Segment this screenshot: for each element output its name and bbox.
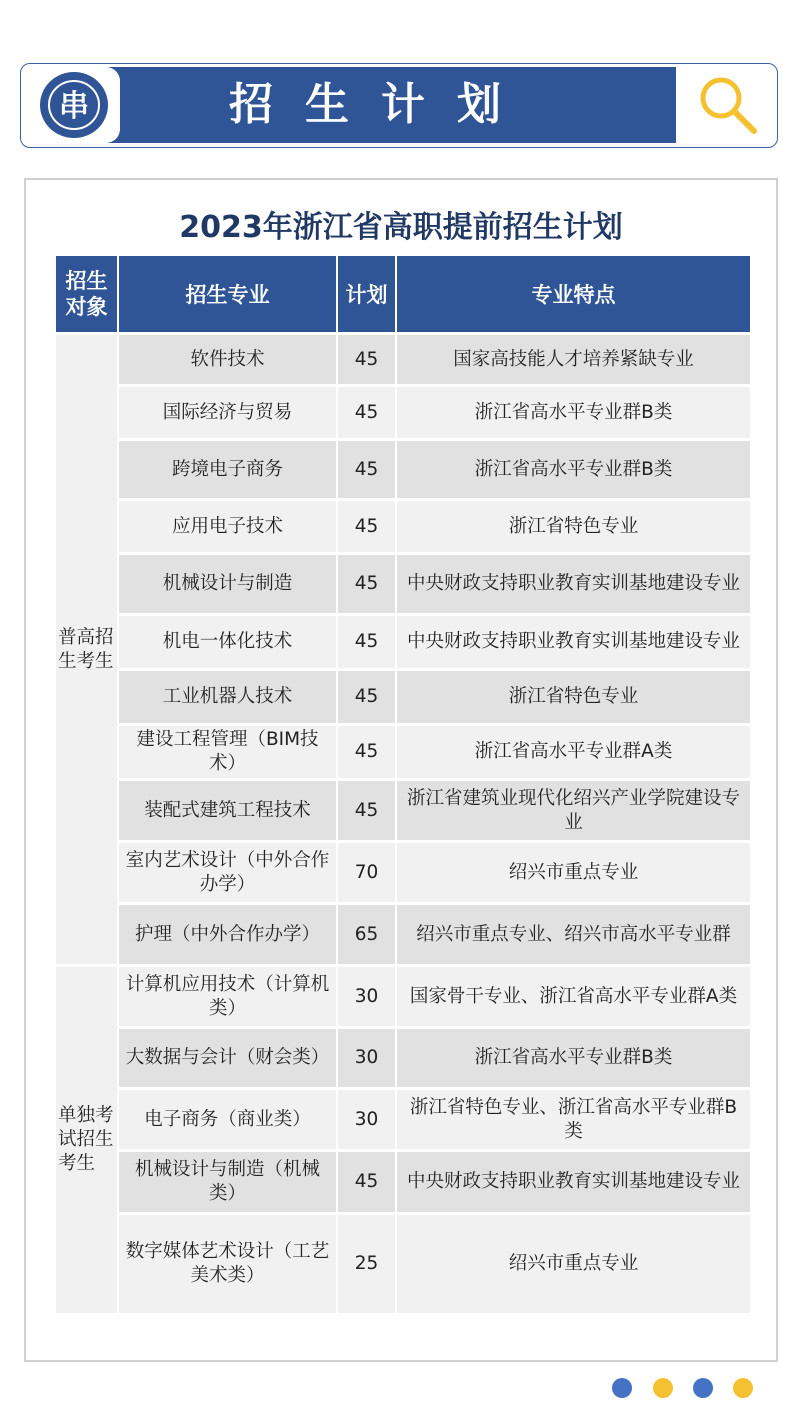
table-row — [56, 842, 750, 904]
plan-cell: 45 — [337, 780, 396, 842]
major-cell: 工业机器人技术 — [118, 670, 337, 725]
plan-cell: 30 — [337, 966, 396, 1028]
dot-blue-1 — [612, 1378, 632, 1398]
header-target-label: 招生对象 — [65, 269, 108, 319]
feature-cell: 国家高技能人才培养紧缺专业 — [396, 334, 750, 386]
feature-cell: 浙江省高水平专业群B类 — [396, 1028, 750, 1089]
table-row — [56, 780, 750, 842]
major-cell: 机械设计与制造（机械类） — [118, 1151, 337, 1214]
major-cell: 大数据与会计（财会类） — [118, 1028, 337, 1089]
table-row — [56, 1151, 750, 1214]
feature-cell: 绍兴市重点专业、绍兴市高水平专业群 — [396, 904, 750, 966]
dot-yellow-1 — [653, 1378, 673, 1398]
plan-cell: 45 — [337, 386, 396, 440]
major-cell: 室内艺术设计（中外合作办学） — [118, 842, 337, 904]
feature-cell: 绍兴市重点专业 — [396, 842, 750, 904]
enrollment-plan-table — [56, 256, 750, 1313]
plan-cell: 45 — [337, 615, 396, 670]
plan-cell: 65 — [337, 904, 396, 966]
major-cell: 应用电子技术 — [118, 500, 337, 554]
group-cell — [56, 334, 118, 966]
dot-yellow-2 — [733, 1378, 753, 1398]
feature-cell: 中央财政支持职业教育实训基地建设专业 — [396, 615, 750, 670]
table-row — [56, 440, 750, 500]
dot-blue-2 — [693, 1378, 713, 1398]
feature-cell: 浙江省高水平专业群B类 — [396, 440, 750, 500]
plan-cell: 45 — [337, 670, 396, 725]
table-row — [56, 500, 750, 554]
plan-cell: 30 — [337, 1028, 396, 1089]
feature-cell: 中央财政支持职业教育实训基地建设专业 — [396, 1151, 750, 1214]
header-banner — [20, 63, 778, 148]
table-row — [56, 904, 750, 966]
header-major: 招生专业 — [118, 256, 337, 334]
feature-cell: 浙江省特色专业 — [396, 670, 750, 725]
table-row — [56, 670, 750, 725]
header-plan: 计划 — [337, 256, 396, 334]
plan-cell: 25 — [337, 1214, 396, 1313]
group-label: 单独考试招生考生 — [58, 1104, 114, 1174]
plan-cell: 45 — [337, 334, 396, 386]
group-label: 普高招生考生 — [58, 626, 114, 672]
plan-cell: 45 — [337, 500, 396, 554]
header-target — [56, 256, 118, 334]
major-cell: 国际经济与贸易 — [118, 386, 337, 440]
table-row — [56, 725, 750, 780]
major-cell: 计算机应用技术（计算机类） — [118, 966, 337, 1028]
feature-cell: 中央财政支持职业教育实训基地建设专业 — [396, 554, 750, 615]
plan-cell: 30 — [337, 1089, 396, 1151]
major-cell: 软件技术 — [118, 334, 337, 386]
major-cell: 电子商务（商业类） — [118, 1089, 337, 1151]
major-cell: 机械设计与制造 — [118, 554, 337, 615]
table-row — [56, 1028, 750, 1089]
table-row — [56, 1214, 750, 1313]
table-row — [56, 1089, 750, 1151]
major-cell: 数字媒体艺术设计（工艺美术类） — [118, 1214, 337, 1313]
table-header-row — [56, 256, 750, 334]
major-cell: 护理（中外合作办学） — [118, 904, 337, 966]
plan-cell: 45 — [337, 1151, 396, 1214]
feature-cell: 浙江省建筑业现代化绍兴产业学院建设专业 — [396, 780, 750, 842]
table-row — [56, 334, 750, 386]
major-cell: 机电一体化技术 — [118, 615, 337, 670]
page-title: 招生计划 — [229, 79, 533, 130]
plan-card — [24, 178, 778, 1362]
decorative-dots — [612, 1378, 762, 1400]
major-cell: 装配式建筑工程技术 — [118, 780, 337, 842]
feature-cell: 国家骨干专业、浙江省高水平专业群A类 — [396, 966, 750, 1028]
group-cell — [56, 966, 118, 1313]
plan-cell: 45 — [337, 554, 396, 615]
feature-cell: 浙江省特色专业、浙江省高水平专业群B类 — [396, 1089, 750, 1151]
feature-cell: 浙江省高水平专业群B类 — [396, 386, 750, 440]
card-title: 2023年浙江省高职提前招生计划 — [179, 210, 623, 245]
plan-cell: 45 — [337, 440, 396, 500]
magnifier-icon — [696, 73, 760, 137]
table-row — [56, 615, 750, 670]
table-row — [56, 386, 750, 440]
header-feature: 专业特点 — [396, 256, 750, 334]
table-row — [56, 966, 750, 1028]
feature-cell: 浙江省高水平专业群A类 — [396, 725, 750, 780]
feature-cell: 浙江省特色专业 — [396, 500, 750, 554]
svg-text:串: 串 — [59, 89, 89, 124]
plan-cell: 45 — [337, 725, 396, 780]
major-cell: 建设工程管理（BIM技术） — [118, 725, 337, 780]
plan-cell: 70 — [337, 842, 396, 904]
table-row — [56, 554, 750, 615]
major-cell: 跨境电子商务 — [118, 440, 337, 500]
feature-cell: 绍兴市重点专业 — [396, 1214, 750, 1313]
